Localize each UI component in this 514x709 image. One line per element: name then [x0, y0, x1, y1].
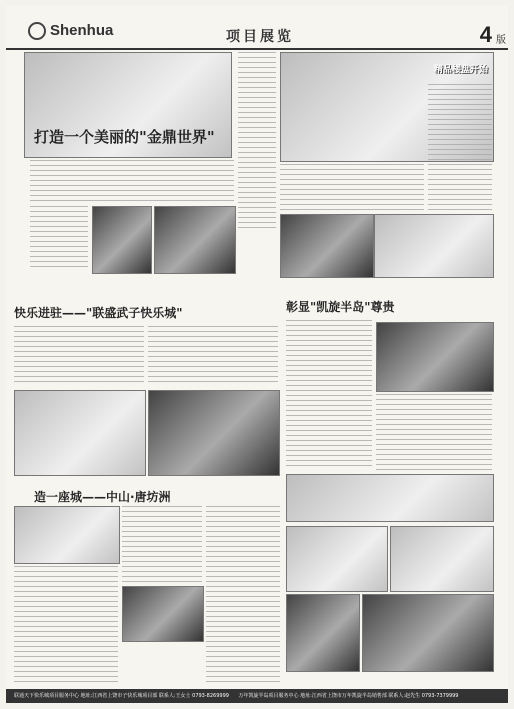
topright-photo-2: [280, 214, 374, 278]
topright-photo-3: [374, 214, 494, 278]
footer-bar: [6, 689, 508, 703]
story2-body-text-2: [148, 326, 278, 386]
footer-left-text: 联通天下快乐城项目服务中心 地址:江西省上饶市子快乐城项目部 联系人:王女士 0793-8269999: [14, 693, 229, 699]
story4-body-text-2: [122, 506, 202, 582]
story3-photo-1: [376, 322, 494, 392]
topright-side-text: [428, 84, 492, 212]
story2-body-text: [14, 326, 144, 386]
topright-overlay-title: 精品楼盘开始: [434, 65, 489, 75]
story4-headline: 造一座城——中山·唐坊洲: [34, 490, 171, 504]
masthead: [6, 6, 508, 50]
newspaper-page: [6, 6, 508, 703]
bottomright-photo-3: [286, 594, 360, 672]
story4-photo-2: [122, 586, 204, 642]
story2-photo-2: [148, 390, 280, 476]
footer-right-text: 万年凯旋半岛项目服务中心 地址:江西省上饶市万年凯旋半岛销售部 联系人:赵先生 0793-7379999: [238, 693, 459, 699]
page-number: 4: [479, 22, 492, 47]
story4-photo-1: [14, 506, 120, 564]
story2-photo-1: [14, 390, 146, 476]
story2-headline: 快乐进驻——"联盛武子快乐城": [14, 306, 183, 320]
story1-side-text: [30, 206, 88, 270]
page-suffix: 版: [496, 35, 506, 46]
section-title: 项目展览: [226, 29, 294, 45]
story3-photo-2: [286, 474, 494, 522]
logo-mark-icon: [28, 22, 46, 40]
story1-headline: 打造一个美丽的"金鼎世界": [34, 128, 215, 146]
story4-body-text-3: [206, 506, 280, 684]
story1-photo-2: [92, 206, 152, 274]
logo: Shenhua: [28, 22, 113, 40]
story1-right-text: [238, 52, 276, 232]
story3-headline: 彰显"凯旋半岛"尊贵: [286, 300, 395, 314]
story4-body-text: [14, 566, 118, 684]
topright-body-text: [280, 164, 424, 210]
bottomright-photo-2: [390, 526, 494, 592]
story1-photo-3: [154, 206, 236, 274]
bottomright-photo-1: [286, 526, 388, 592]
story3-body-text-2: [376, 394, 492, 470]
story1-body-text: [30, 160, 234, 202]
story3-body-text: [286, 320, 372, 470]
bottomright-photo-4: [362, 594, 494, 672]
